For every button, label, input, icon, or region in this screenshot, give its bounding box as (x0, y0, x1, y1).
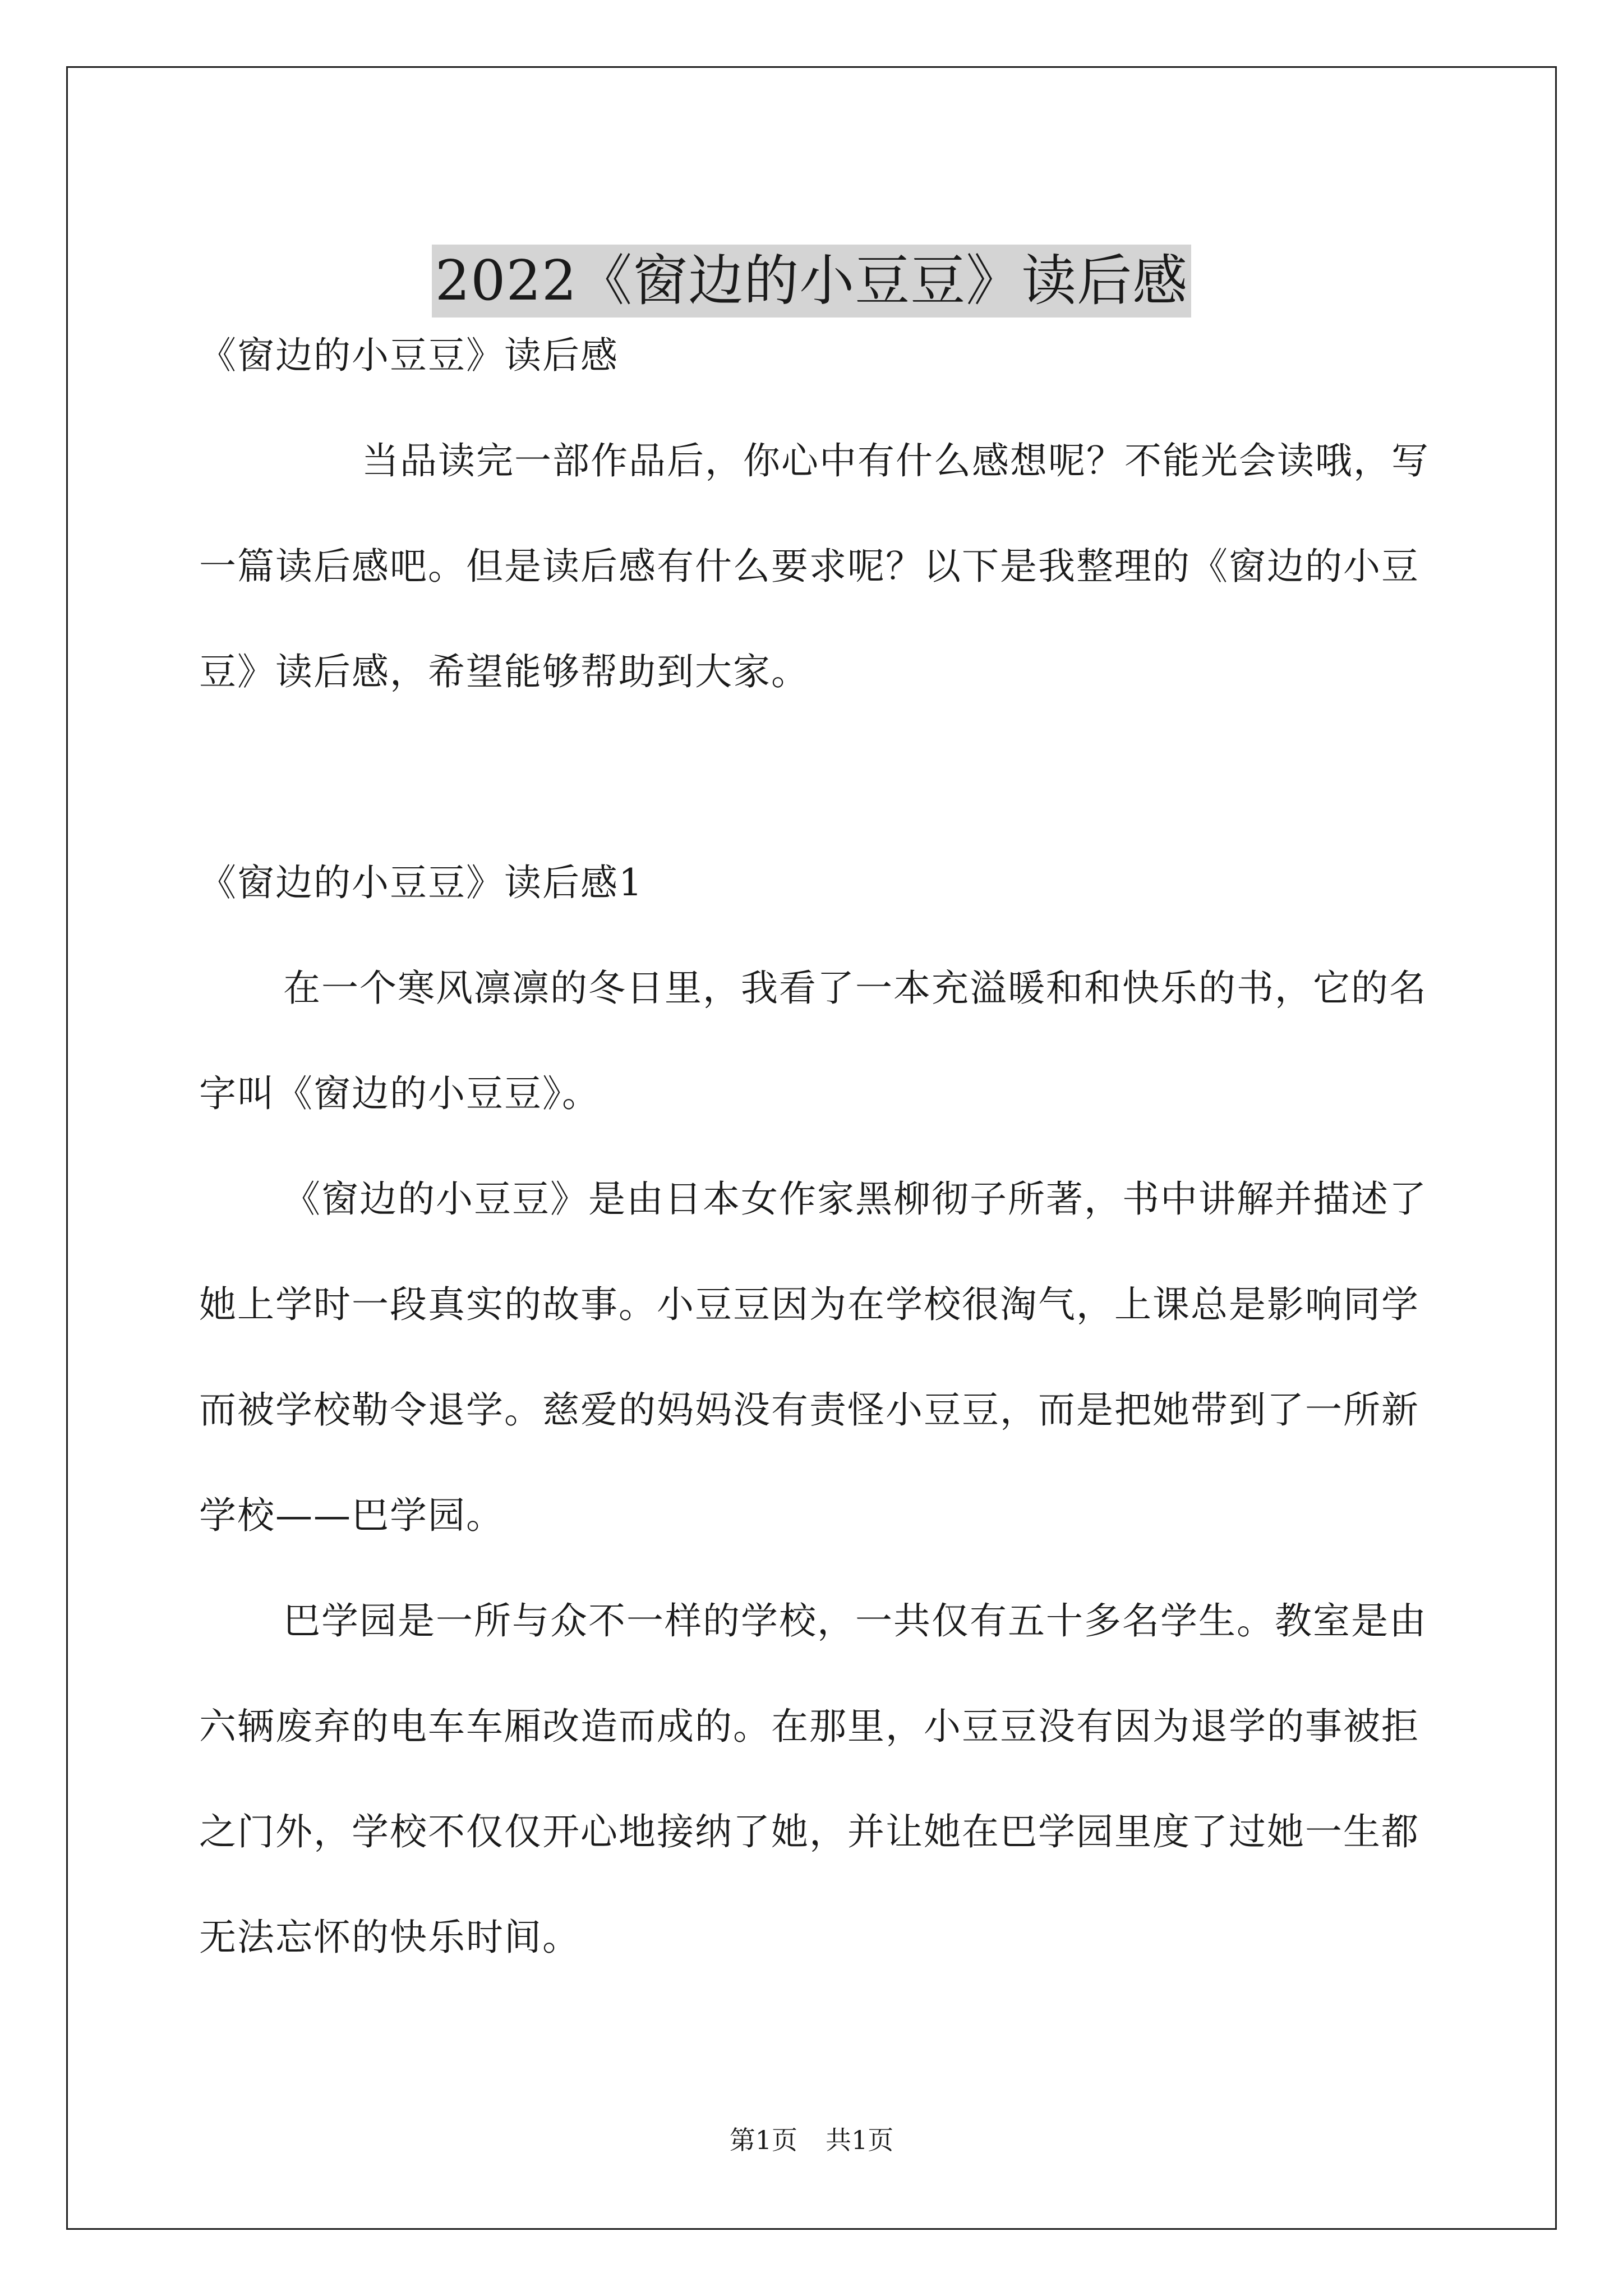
page-number: 第1页 (729, 2125, 797, 2155)
paragraph-body: 《窗边的小豆豆》是由日本女作家黑柳彻子所著，书中讲解并描述了她上学时一段真实的故事。小豆豆因为在学校很淘气，上课总是影响同学而被学校勒令退学。慈爱的妈妈没有责怪小豆豆，而是把她带到了一所新学校——巴学园。 (199, 1177, 1427, 1537)
paragraph-intro: 当品读完一部作品后，你心中有什么感想呢？不能光会读哦，写一篇读后感吧。但是读后感有什么要求呢？以下是我整理的《窗边的小豆豆》读后感，希望能够帮助到大家。 (199, 439, 1430, 693)
section-heading: 《窗边的小豆豆》读后感1 (199, 861, 643, 904)
paragraph-subtitle: 《窗边的小豆豆》读后感 (199, 334, 619, 377)
document-body (199, 303, 1433, 1990)
paragraph-gap (199, 725, 1433, 830)
paragraph-body: 巴学园是一所与众不一样的学校，一共仅有五十多名学生。教室是由六辆废弃的电车车厢改造而成的。在那里，小豆豆没有因为退学的事被拒之门外，学校不仅仅开心地接纳了她，并让她在巴学园里度了过她一生都无法忘怀的快乐时间。 (199, 1599, 1427, 1959)
paragraph-body: 在一个寒风凛凛的冬日里，我看了一本充溢暖和和快乐的书，它的名字叫《窗边的小豆豆》。 (199, 967, 1427, 1115)
page-total: 共1页 (826, 2125, 894, 2155)
document-title: 2022《窗边的小豆豆》读后感 (432, 245, 1191, 318)
page-footer (0, 2123, 1623, 2157)
